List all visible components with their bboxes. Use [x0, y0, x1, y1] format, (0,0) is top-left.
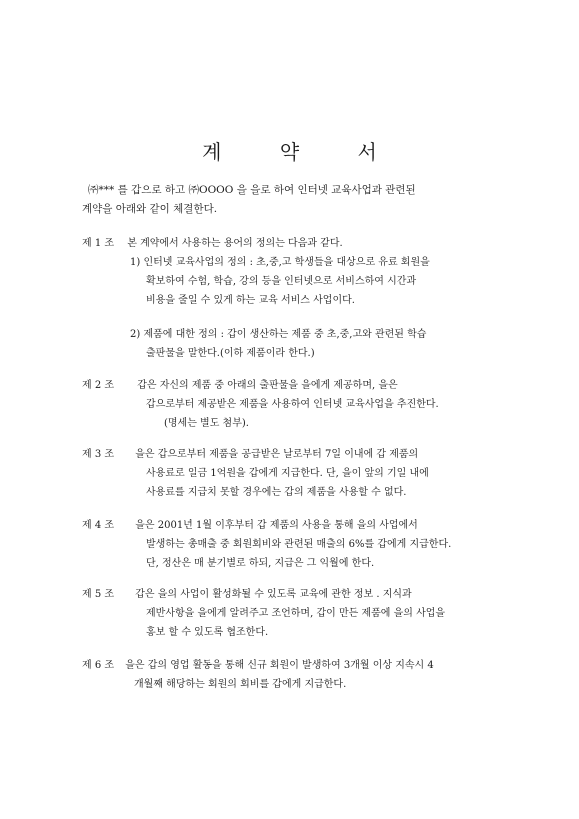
article-text: 을은 2001년 1월 이후부터 갑 제품의 사용을 통해 을의 사업에서	[135, 520, 418, 531]
article-text: 본 계약에서 사용하는 용어의 정의는 다음과 같다.	[127, 238, 343, 249]
intro-line: ㈜*** 를 갑으로 하고 ㈜OOOO 을 을로 하여 인터넷 교육사업과 관련된	[88, 184, 416, 196]
article-text: 을은 갑으로부터 제품을 공급받은 날로부터 7일 이내에 갑 제품의	[135, 449, 419, 460]
article-text-cont: 사용료를 지급치 못할 경우에는 갑의 제품을 사용할 수 없다.	[146, 487, 407, 498]
article-text-cont: 제반사항을 을에게 알려주고 조언하며, 갑이 만든 제품에 을의 사업을	[146, 608, 446, 619]
article-text-cont: 사용료로 일금 1억원을 갑에게 지급한다. 단, 을이 앞의 기일 내에	[146, 468, 429, 479]
article-2	[82, 376, 512, 433]
article-label: 제 1 조	[82, 238, 115, 249]
article-label: 제 3 조	[82, 449, 115, 460]
article-3	[82, 445, 512, 502]
article-subitem-cont: 출판물을 말한다.(이하 제품이라 한다.)	[146, 348, 315, 359]
article-text-cont: (명세는 별도 첨부).	[164, 418, 249, 429]
article-text-cont: 갑으로부터 제공받은 제품을 사용하여 인터넷 교육사업을 추진한다.	[146, 399, 439, 410]
article-text-cont: 단, 정산은 매 분기별로 하되, 지급은 그 익월에 한다.	[146, 558, 375, 569]
document-title: 계 약 서	[202, 140, 403, 164]
article-subitem: 1) 인터넷 교육사업의 정의 : 초,중,고 학생들을 대상으로 유료 회원을	[130, 257, 430, 268]
article-text: 갑은 을의 사업이 활성화될 수 있도록 교육에 관한 정보 . 지식과	[135, 589, 412, 600]
article-4	[82, 516, 512, 573]
article-label: 제 4 조	[82, 520, 115, 531]
article-label: 제 6 조	[82, 660, 115, 671]
article-text-cont: 홍보 할 수 있도록 협조한다.	[146, 627, 269, 638]
article-subitem-cont: 비용을 줄일 수 있게 하는 교육 서비스 사업이다.	[146, 295, 355, 306]
article-1	[82, 234, 512, 363]
intro-line: 계약을 아래와 같이 체결한다.	[82, 203, 218, 215]
article-text-cont: 개월째 해당하는 회원의 회비를 갑에게 지급한다.	[134, 679, 347, 690]
article-6	[82, 656, 512, 694]
intro-paragraph	[82, 181, 522, 219]
article-text: 갑은 자신의 제품 중 아래의 출판물을 을에게 제공하며, 을은	[137, 380, 398, 391]
article-text: 을은 갑의 영업 활동을 통해 신규 회원이 발생하여 3개월 이상 지속시 4	[125, 660, 434, 671]
article-subitem: 2) 제품에 대한 정의 : 갑이 생산하는 제품 중 초,중,고와 관련된 학습	[130, 329, 427, 340]
article-5	[82, 585, 512, 642]
article-subitem-cont: 확보하여 수험, 학습, 강의 등을 인터넷으로 서비스하여 시간과	[146, 276, 417, 287]
article-label: 제 5 조	[82, 589, 115, 600]
article-label: 제 2 조	[82, 380, 115, 391]
article-text-cont: 발생하는 총매출 중 회원회비와 관련된 매출의 6%를 갑에게 지급한다.	[146, 539, 452, 550]
